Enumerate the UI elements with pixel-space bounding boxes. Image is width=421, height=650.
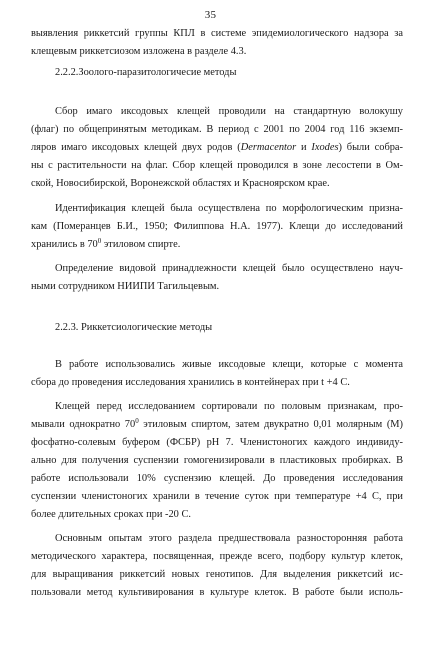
text-line: ляров имаго иксодовых клещей двух родов (Dermacentor и Ixodes) были собра-: [31, 142, 403, 153]
text-line: ными сотрудником НИИПИ Тагильцевым.: [31, 281, 220, 292]
degree-superscript: 0: [97, 238, 102, 245]
text-line: (флаг) по общепринятым методикам. В период с 2001 по 2004 год 116 экземп-: [31, 124, 403, 135]
degree-superscript: 0: [135, 418, 139, 425]
text-line: Определение видовой принадлежности клещей было осуществлено науч-: [55, 263, 403, 274]
text-line: ской, Новосибирской, Воронежской областях и Красноярском крае.: [31, 178, 330, 189]
text-line: пользовали метод культивирования в культуре клеток. В работе были исполь-: [31, 587, 403, 598]
text-line: суспензии членистоногих хранили в течение суток при температуре +4 С, при: [31, 491, 403, 502]
text-line: Основным опытам этого раздела предшествовала разносторонняя работа: [55, 533, 403, 544]
page-number: 35: [204, 9, 217, 21]
text-line: В работе использовались живые иксодовые клещи, которые с момента: [55, 359, 403, 370]
text-line: Сбор имаго иксодовых клещей проводили на стандартную волокушу: [55, 106, 403, 117]
text-line: мывали однократно $70^0$ этиловым спиртом, затем двукратно 0,01 молярным (М): [31, 418, 403, 430]
text-line: ны с растительности на флаг. Сбор клещей проводился в зоне лесостепи в Ом-: [31, 160, 403, 171]
section-heading: 2.2.2.Зоолого-паразитологичесие методы: [55, 67, 237, 78]
text-line: хранились в $70^0$ этиловом спирте.: [31, 238, 181, 250]
genus-name: Dermacentor: [240, 142, 297, 153]
genus-name: Ixodes: [311, 142, 339, 153]
text-line: фосфатно-солевым буфером (ФСБР) pH 7. Членистоногих каждого индивиду-: [31, 437, 403, 448]
text-line: работе использовали 10% суспензию клещей. До проведения исследования: [31, 473, 403, 484]
text-line: выявления риккетсий группы КПЛ в системе эпидемиологического надзора за: [31, 28, 403, 39]
text-line: ально для получения суспензии гомогенизировали в пластиковых пробирках. В: [31, 455, 403, 466]
section-heading: 2.2.3. Риккетсиологические методы: [55, 322, 213, 333]
text-line: сбора до проведения исследования хранились в контейнерах при t +4 С.: [31, 377, 350, 388]
text-line: методического характера, посвященная, прежде всего, подбору культур клеток,: [31, 551, 403, 562]
text-line: кам (Померанцев Б.И., 1950; Филиппова Н.А. 1977). Клещи до исследований: [31, 221, 403, 232]
text-line: Клещей перед исследованием сортировали по половым признакам, про-: [55, 401, 403, 412]
text-line: более длительных сроках при -20 С.: [31, 509, 191, 520]
text-line: для выращивания риккетсий новых генотипов. Для выделения риккетсий ис-: [31, 569, 403, 580]
text-line: клещевым риккетсиозом изложена в разделе 4.3.: [31, 46, 247, 57]
text-line: Идентификация клещей была осуществлена по морфологическим призна-: [55, 203, 403, 214]
